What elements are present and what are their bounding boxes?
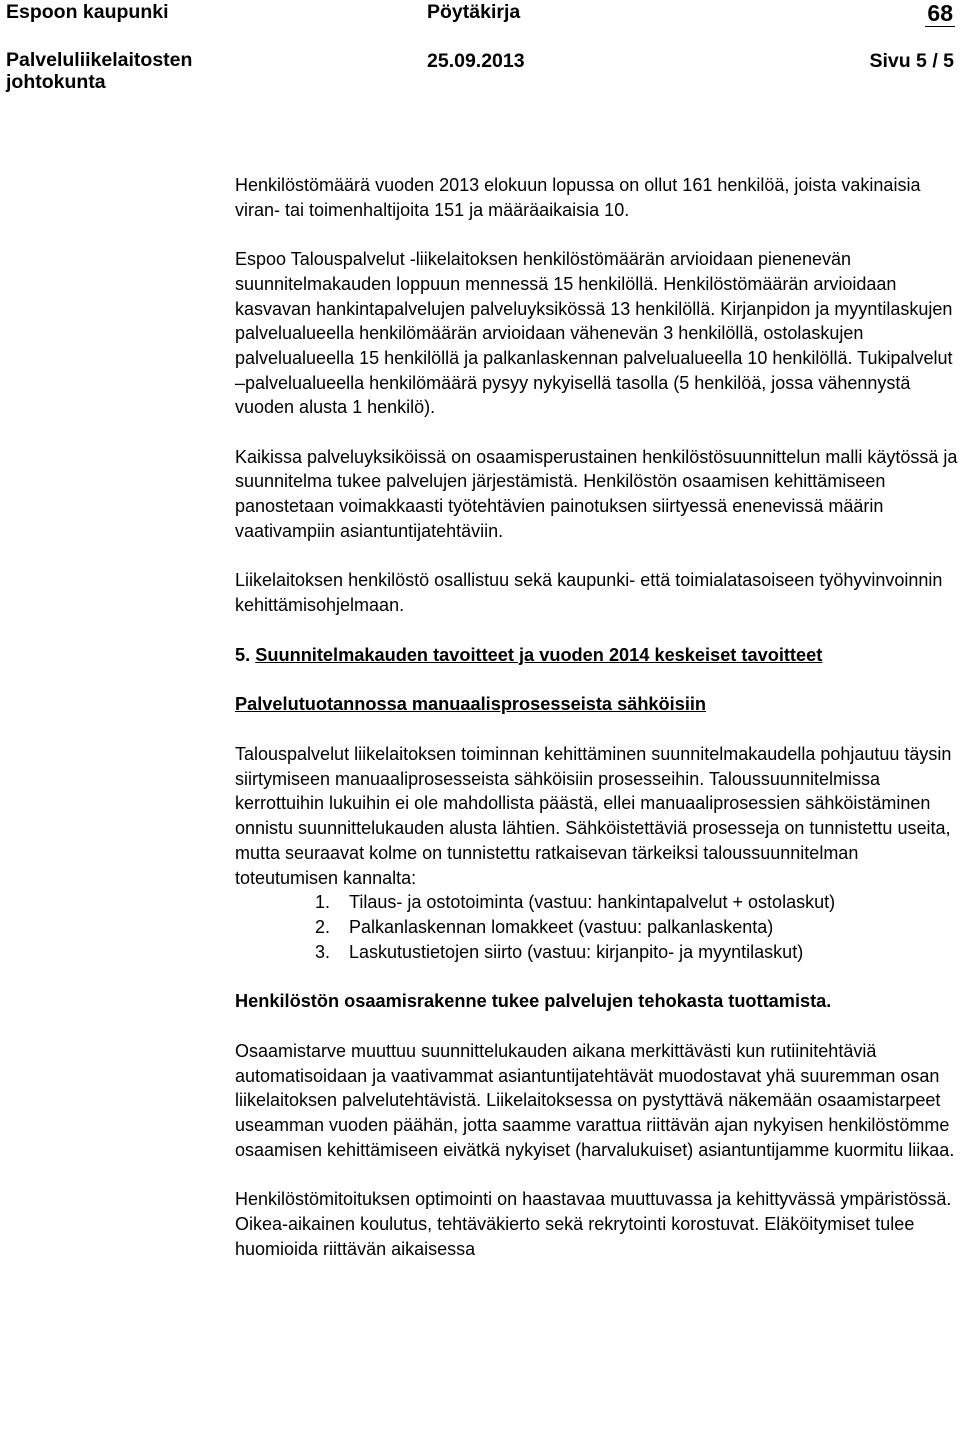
page-number: 68 (927, 0, 953, 26)
section-title: Suunnitelmakauden tavoitteet ja vuoden 2014 keskeiset tavoitteet (255, 644, 823, 665)
unit-name-line1: Palveluliikelaitosten (6, 49, 193, 71)
paragraph-staffing-optimization: Henkilöstömitoituksen optimointi on haastavaa muuttuvassa ja kehittyvässä ympäristössä. Oikea-aikainen koulutus, tehtäväkierto sekä rekrytointi korostuvat. Eläköitymiset tulee huomioida riittävän aikaisessa (235, 1189, 952, 1259)
paragraph-competence-needs: Osaamistarve muuttuu suunnittelukauden aikana merkittävästi kun rutiinitehtäviä automatisoidaan ja vaativammat asiantuntijatehtävät muodostavat yhä suuremman osan liikelaitoksen palvelutehtävistä. Liikelaitoksessa on pystyttävä näkemään osaamistarpeet useamman vuoden päähän, jotta saamme varattua riittävän ajan nykyisen henkilöstömme osaamisen kehittämiseen eivätkä nykyiset (harvalukuiset) asiantuntijamme kuormitu liikaa. (235, 1041, 955, 1160)
page-info: Sivu 5 / 5 (869, 50, 954, 72)
unit-name (6, 49, 192, 93)
paragraph-digitalization: Talouspalvelut liikelaitoksen toiminnan kehittäminen suunnitelmakaudella pohjautuu täysin siirtymiseen manuaaliprosesseista sähköisiin prosesseihin. Taloussuunnitelmissa kerrottuihin lukuihin ei ole mahdollista päästä, ellei manuaaliprosessien sähköistäminen onnistu suunnittelukauden alusta lähtien. Sähköistettäviä prosesseja on tunnistettu useita, mutta seuraavat kolme on tunnistettu ratkaisevan tärkeiksi taloussuunnitelman toteutumisen kannalta: (235, 744, 952, 888)
list-item-number: 1. (315, 892, 331, 913)
document-body (235, 173, 960, 1261)
list-item (235, 915, 960, 940)
paragraph-staff-count: Henkilöstömäärä vuoden 2013 elokuun lopussa on ollut 161 henkilöä, joista vakinaisia viran- tai toimenhaltijoita 151 ja määräaikaisia 10. (235, 175, 921, 220)
list-item-number: 2. (315, 916, 331, 937)
process-list (235, 890, 960, 964)
document-date: 25.09.2013 (427, 50, 525, 72)
paragraph-wellbeing-program: Liikelaitoksen henkilöstö osallistuu sekä kaupunki- että toimialatasoiseen työhyvinvoinnin kehittämisohjelmaan. (235, 570, 943, 615)
list-item (235, 890, 960, 915)
list-item-text: Palkanlaskennan lomakkeet (vastuu: palkanlaskenta) (349, 916, 774, 937)
document-type: Pöytäkirja (427, 1, 521, 23)
unit-name-line2: johtokunta (6, 71, 106, 93)
paragraph-staff-forecast: Espoo Talouspalvelut -liikelaitoksen henkilöstömäärän arvioidaan pienenevän suunnitelmakauden loppuun mennessä 15 henkilöllä. Henkilöstömäärän arvioidaan kasvavan hankintapalvelujen palveluyksikössä 13 henkilöllä. Kirjanpidon ja myyntilaskujen palvelualueella henkilömäärän arvioidaan vähenevän 3 henkilöllä, ostolaskujen palvelualueella 15 henkilöllä ja palkanlaskennan palvelualueella 10 henkilöllä. Tukipalvelut –palvelualueella henkilömäärä pysyy nykyisellä tasolla (5 henkilöä, jossa vähennystä vuoden alusta 1 henkilö). (235, 249, 953, 418)
section-number: 5. (235, 644, 251, 665)
list-item-text: Laskutustietojen siirto (vastuu: kirjanpito- ja myyntilaskut) (349, 941, 804, 962)
paragraph-competence-planning: Kaikissa palveluyksiköissä on osaamisperustainen henkilöstösuunnittelun malli käytössä ja suunnitelma tukee palvelujen järjestämistä. Henkilöstön osaamisen kehittämiseen panostetaan voimakkaasti työtehtävien painotuksen siirtyessä enenevissä määrin vaativampiin asiantuntijatehtäviin. (235, 446, 958, 541)
list-item (235, 940, 960, 965)
subheading-digitalization: Palvelutuotannossa manuaalisprosesseista sähköisiin (235, 694, 707, 715)
section-heading (235, 643, 960, 668)
page-header (0, 0, 960, 93)
list-item-number: 3. (315, 941, 331, 962)
organization-name: Espoon kaupunki (6, 1, 169, 23)
list-item-text: Tilaus- ja ostotoiminta (vastuu: hankintapalvelut + ostolaskut) (349, 892, 836, 913)
subheading-competence: Henkilöstön osaamisrakenne tukee palvelujen tehokasta tuottamista. (235, 991, 832, 1012)
